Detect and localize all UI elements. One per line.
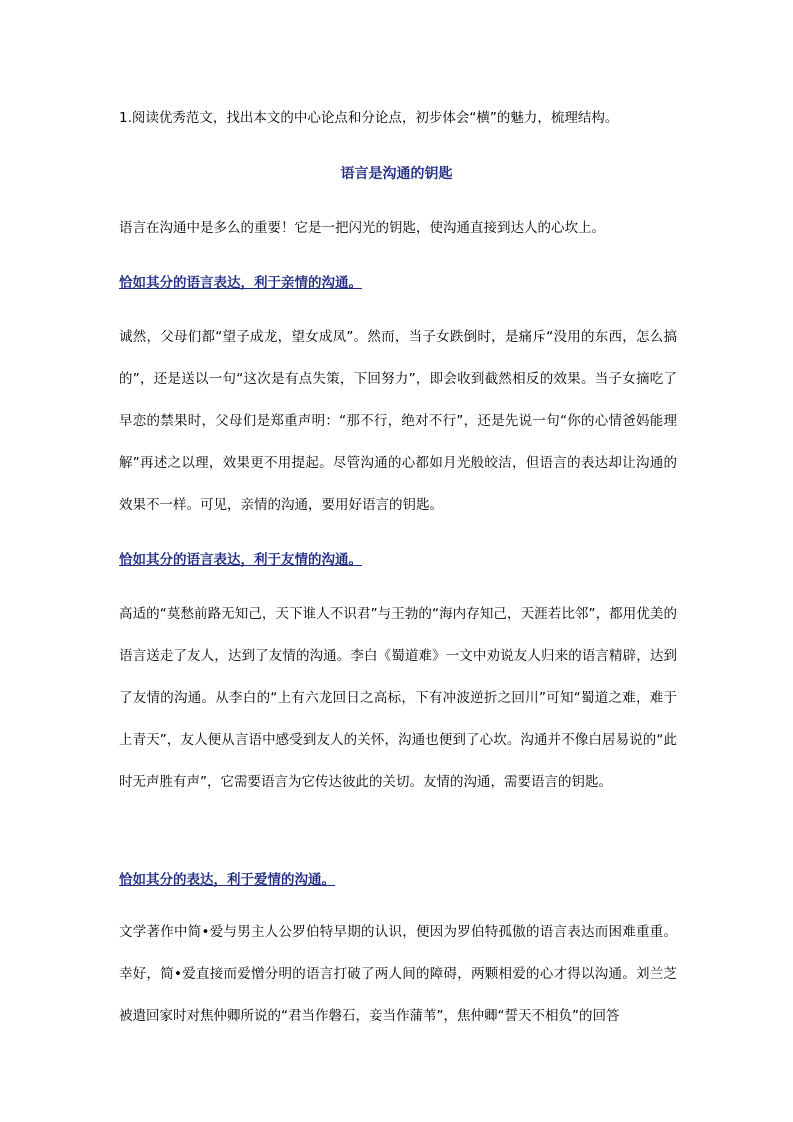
section-body-love: 文学著作中简•爱与男主人公罗伯特早期的认识，便因为罗伯特孤傲的语言表达而困难重重。幸好，简•爱直接而爱憎分明的语言打破了两人间的障碍，两颗相爱的心才得以沟通。刘兰芝被遣回家时对焦仲卿所说的“君当作磐石，妾当作蒲苇”，焦仲卿“誓天不相负”的回答 <box>119 924 677 1024</box>
section-heading-family: 恰如其分的语言表达，利于亲情的沟通。 <box>119 275 362 291</box>
intro-instruction: 1.阅读优秀范文，找出本文的中心论点和分论点，初步体会“横”的魅力，梳理结构。 <box>119 110 619 126</box>
essay-title: 语言是沟通的钥匙 <box>340 166 453 182</box>
section-body-friendship: 高适的“莫愁前路无知己，天下谁人不识君”与王勃的“海内存知己，天涯若比邻”，都用优美的语言送走了友人，达到了友情的沟通。李白《蜀道难》一文中劝说友人归来的语言精辟，达到了友情的沟通。从李白的“上有六龙回日之高标，下有冲波逆折之回川”可知“蜀道之难，难于上青天”，友人便从言语中感受到友人的关怀，沟通也便到了心坎。沟通并不像白居易说的“此时无声胜有声”，它需要语言为它传达彼此的关切。友情的沟通，需要语言的钥匙。 <box>119 606 677 790</box>
section-heading-friendship: 恰如其分的语言表达，利于友情的沟通。 <box>119 552 362 568</box>
section-body-family: 诚然，父母们都“望子成龙，望女成凤”。然而，当子女跌倒时，是痛斥“没用的东西，怎么搞的”，还是送以一句“这次是有点失策，下回努力”，即会收到截然相反的效果。当子女摘吃了早恋的禁果时，父母们是郑重声明：“那不行，绝对不行”，还是先说一句“你的心情爸妈能理解”再述之以理，效果更不用提起。尽管沟通的心都如月光般皎洁，但语言的表达却让沟通的效果不一样。可见，亲情的沟通，要用好语言的钥匙。 <box>119 329 677 513</box>
section-heading-love: 恰如其分的表达，利于爱情的沟通。 <box>119 872 335 888</box>
essay-lead-paragraph: 语言在沟通中是多么的重要！它是一把闪光的钥匙，使沟通直接到达人的心坎上。 <box>119 220 605 236</box>
